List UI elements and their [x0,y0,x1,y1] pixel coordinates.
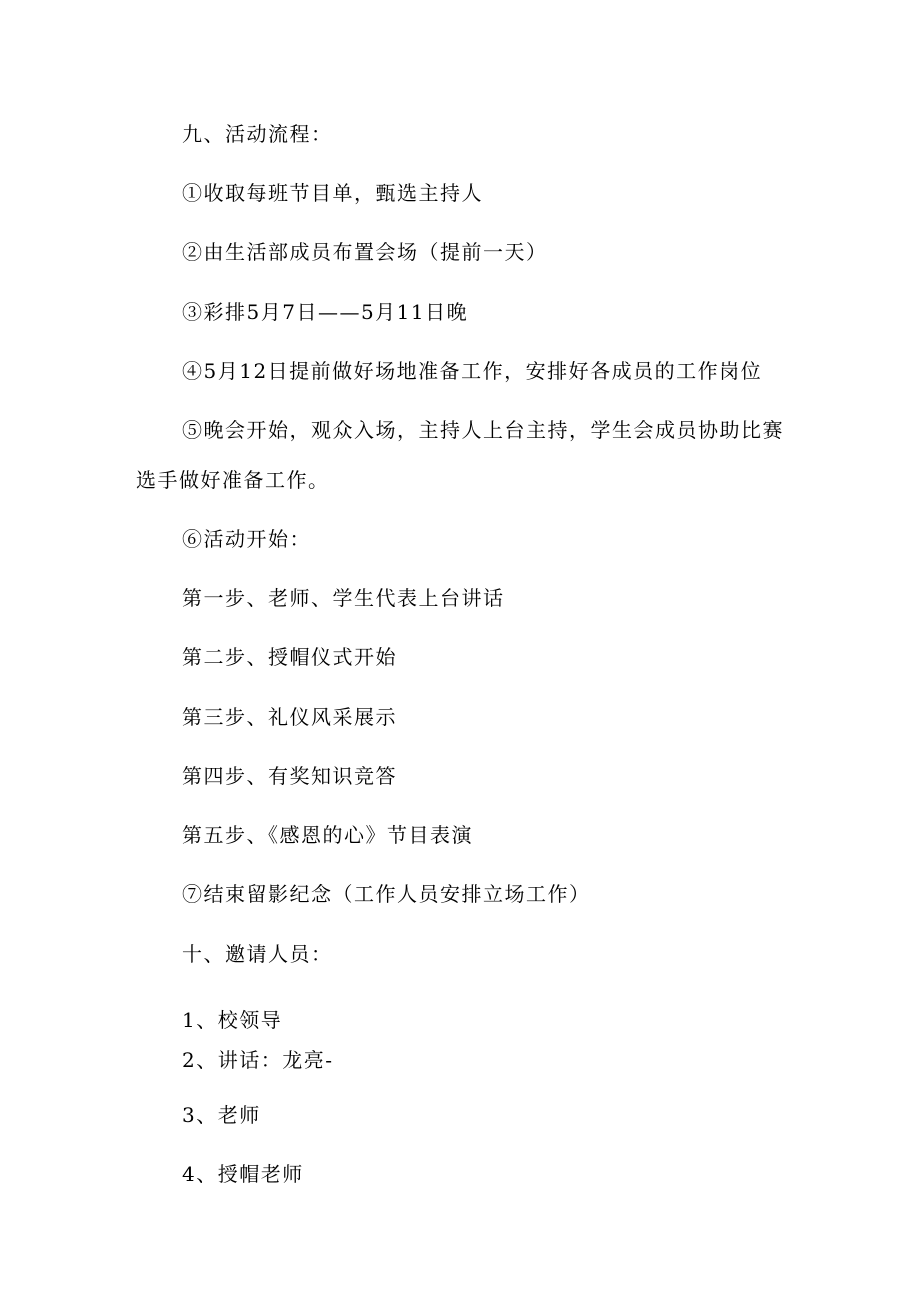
step-1: 第一步、老师、学生代表上台讲话 [182,586,505,610]
step-5: 第五步、《感恩的心》节目表演 [182,823,473,847]
step-3: 第三步、礼仪风采展示 [182,705,397,729]
invitee-1: 1、校领导 [182,1008,283,1032]
invitee-4: 4、授帽老师 [182,1162,304,1186]
flow-item-5: ⑤晚会开始，观众入场，主持人上台主持，学生会成员协助比赛选手做好准备工作。 [136,418,784,492]
section-nine-heading: 九、活动流程： [182,122,333,146]
step-2: 第二步、授帽仪式开始 [182,645,397,669]
step-4: 第四步、有奖知识竞答 [182,764,397,788]
flow-item-2: ②由生活部成员布置会场（提前一天） [182,240,548,264]
flow-item-4: ④5月12日提前做好场地准备工作，安排好各成员的工作岗位 [182,359,763,383]
flow-item-7: ⑦结束留影纪念（工作人员安排立场工作） [182,882,591,906]
flow-item-6: ⑥活动开始： [182,527,311,551]
invitee-2: 2、讲话：龙亮- [182,1048,334,1072]
invitee-3: 3、老师 [182,1103,261,1127]
flow-item-1: ①收取每班节目单，甄选主持人 [182,181,483,205]
section-ten-heading: 十、邀请人员： [182,942,333,966]
flow-item-3: ③彩排5月7日——5月11日晚 [182,300,469,324]
